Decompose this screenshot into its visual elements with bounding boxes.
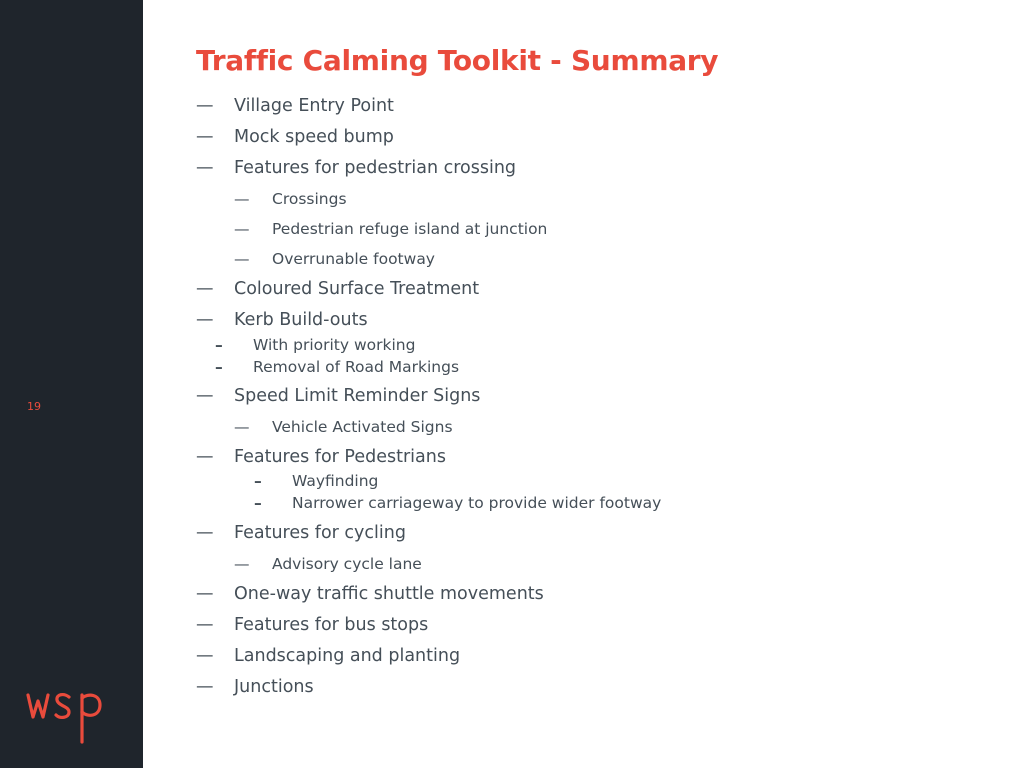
sub-list-item-text: Wayfinding [292, 472, 379, 490]
list-item-text: One-way traffic shuttle movements [234, 584, 544, 604]
bullet-dash: — [196, 447, 214, 467]
sidebar [0, 0, 143, 768]
bullet-hyphen: – [215, 358, 223, 376]
bullet-dash: — [196, 386, 214, 406]
list-item-text: Features for cycling [234, 523, 406, 543]
bullet-hyphen: – [254, 472, 262, 490]
sub-list-item-text: Removal of Road Markings [253, 358, 460, 376]
bullet-dash: — [196, 646, 214, 666]
bullet-dash: — [234, 220, 250, 238]
list-item-text: Coloured Surface Treatment [234, 279, 480, 299]
page-number: 19 [27, 400, 41, 413]
bullet-dash: — [196, 279, 214, 299]
bullet-dash: — [196, 584, 214, 604]
bullet-dash: — [196, 310, 214, 330]
sub-list-item-text: Vehicle Activated Signs [272, 418, 453, 436]
sub-list-item-text: Crossings [272, 190, 347, 208]
page-title: Traffic Calming Toolkit - Summary [196, 44, 719, 77]
bullet-dash: — [196, 677, 214, 697]
bullet-dash: — [196, 96, 214, 116]
list-item-text: Mock speed bump [234, 127, 394, 147]
list-item-text: Speed Limit Reminder Signs [234, 386, 481, 406]
sub-list-item-text: Pedestrian refuge island at junction [272, 220, 548, 238]
list-item-text: Features for pedestrian crossing [234, 158, 517, 178]
bullet-dash: — [234, 555, 250, 573]
list-item-text: Village Entry Point [234, 96, 394, 116]
sub-list-item-text: With priority working [253, 336, 416, 354]
bullet-dash: — [196, 158, 214, 178]
bullet-dash: — [234, 418, 250, 436]
bullet-dash: — [196, 523, 214, 543]
list-item-text: Features for Pedestrians [234, 447, 446, 467]
list-item-text: Landscaping and planting [234, 646, 461, 666]
list-item-text: Kerb Build-outs [234, 310, 368, 330]
bullet-dash: — [196, 127, 214, 147]
bullet-dash: — [234, 250, 250, 268]
sub-list-item-text: Narrower carriageway to provide wider footway [292, 494, 662, 512]
bullet-dash: — [196, 615, 214, 635]
sub-list-item-text: Overrunable footway [272, 250, 435, 268]
bullet-dash: — [234, 190, 250, 208]
list-item-text: Features for bus stops [234, 615, 429, 635]
sub-list-item-text: Advisory cycle lane [272, 555, 422, 573]
wsp-logo [26, 690, 104, 746]
list-item-text: Junctions [234, 677, 314, 697]
bullet-hyphen: – [254, 494, 262, 512]
bullet-hyphen: – [215, 336, 223, 354]
